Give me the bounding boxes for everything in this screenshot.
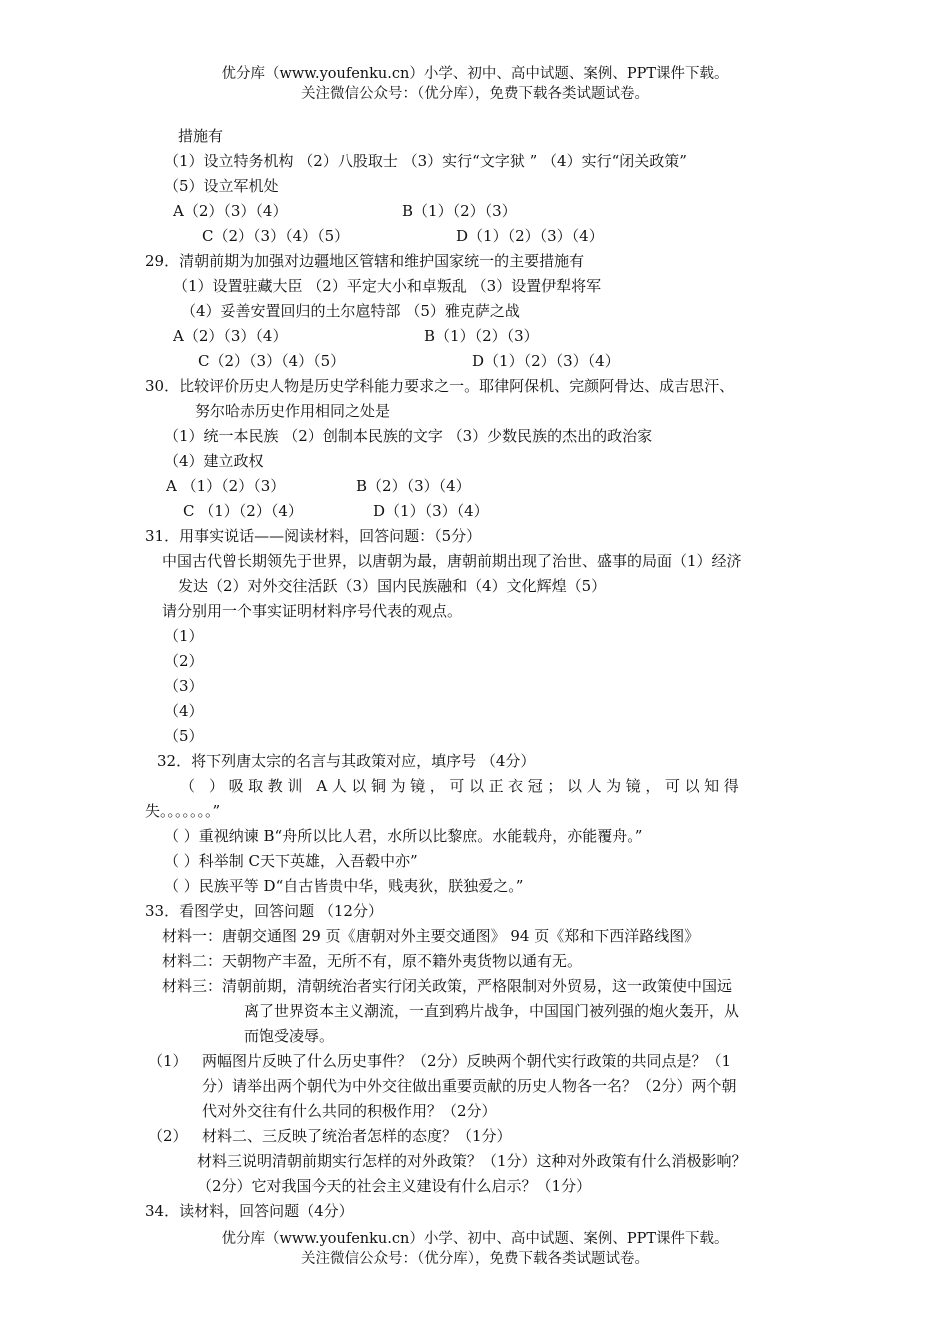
q31-answer-blank-5: （5） (164, 727, 204, 745)
q29-options-line-1: （1）设置驻藏大臣 （2）平定大小和卓叛乱 （3）设置伊犁将军 (173, 277, 602, 295)
q33-part-1-line-2: 分）请举出两个朝代为中外交往做出重要贡献的历史人物各一名？（2分）两个朝 (202, 1077, 737, 1095)
q31-material-line-1: 中国古代曾长期领先于世界，以唐朝为最，唐朝前期出现了治世、盛事的局面（1）经济 (162, 552, 742, 570)
q30-stem-line-1: 30．比较评价历史人物是历史学科能力要求之一。耶律阿保机、完颜阿骨达、成吉思汗、 (145, 377, 735, 395)
q31-instruction: 请分别用一个事实证明材料序号代表的观点。 (162, 602, 463, 620)
q33-part-2-line-3: （2分）它对我国今天的社会主义建设有什么启示？（1分） (197, 1177, 592, 1195)
q33-part-1-line-3: 代对外交往有什么共同的积极作用？（2分） (202, 1102, 497, 1120)
q33-part-2-line-1: 材料二、三反映了统治者怎样的态度？（1分） (202, 1127, 512, 1145)
page-footer (0, 1229, 950, 1269)
q31-stem: 31．用事实说话——阅读材料，回答问题：（5分） (145, 527, 482, 545)
q32-row-1-continued: 失。。。。。。。” (145, 802, 221, 820)
footer-line-1: 优分库（www.youfenku.cn）小学、初中、高中试题、案例、PPT课件下载。 (221, 1231, 729, 1247)
q28-options-line-2: （5）设立军机处 (164, 177, 279, 195)
q28-choice-b: B（1）（2）（3） (402, 202, 517, 220)
q29-choice-a: A（2）（3）（4） (173, 327, 288, 345)
header-line-2: 关注微信公众号：（优分库），免费下载各类试题试卷。 (301, 86, 649, 102)
q33-material-2: 材料二：天朝物产丰盈，无所不有，原不籍外夷货物以通有无。 (162, 952, 583, 970)
q32-row-3: （ ）科举制 C天下英雄，入吾毂中亦” (164, 852, 418, 870)
q30-choice-d: D（1）（3）（4） (373, 502, 489, 520)
q30-choice-b: B（2）（3）（4） (356, 477, 471, 495)
q30-choice-a: A （1）（2）（3） (166, 477, 286, 495)
q30-choice-c: C （1）（2）（4） (183, 502, 303, 520)
q32-row-1: （ ）吸取教训 A人以铜为镜，可以正衣冠；以人为镜，可以知得 (180, 777, 744, 795)
q29-options-line-2: （4）妥善安置回归的土尔扈特部 （5）雅克萨之战 (181, 302, 520, 320)
q29-choice-d: D（1）（2）（3）（4） (472, 352, 620, 370)
q31-material-line-2: 发达（2）对外交往活跃（3）国内民族融和（4）文化辉煌（5） (178, 577, 607, 595)
q29-choice-b: B（1）（2）（3） (424, 327, 539, 345)
q32-row-4: （ ）民族平等 D“自古皆贵中华，贱夷狄，朕独爱之。” (164, 877, 524, 895)
q30-options-line-1: （1）统一本民族 （2）创制本民族的文字 （3）少数民族的杰出的政治家 (164, 427, 653, 445)
page-header (0, 64, 950, 104)
q30-options-line-2: （4）建立政权 (164, 452, 264, 470)
q28-choice-c: C（2）（3）（4）（5） (202, 227, 350, 245)
q28-choice-a: A（2）（3）（4） (173, 202, 288, 220)
q30-stem-line-2: 努尔哈赤历史作用相同之处是 (195, 402, 391, 420)
q32-row-2: （ ）重视纳谏 B“舟所以比人君，水所以比黎庶。水能载舟，亦能覆舟。” (164, 827, 643, 845)
q29-choice-c: C（2）（3）（4）（5） (198, 352, 346, 370)
q28-choice-d: D（1）（2）（3）（4） (456, 227, 604, 245)
q29-stem: 29．清朝前期为加强对边疆地区管辖和维护国家统一的主要措施有 (145, 252, 585, 270)
q34-stem: 34．读材料，回答问题（4分） (145, 1202, 354, 1220)
q31-answer-blank-4: （4） (164, 702, 204, 720)
q33-material-3-line-1: 材料三：清朝前期，清朝统治者实行闭关政策，严格限制对外贸易，这一政策使中国远 (162, 977, 733, 995)
q33-material-1: 材料一：唐朝交通图 29 页《唐朝对外主要交通图》 94 页《郑和下西洋路线图》 (162, 927, 700, 945)
q28-stem-tail: 措施有 (178, 127, 224, 145)
q33-part-2-number: （2） (148, 1127, 188, 1145)
q33-part-1-number: （1） (148, 1052, 188, 1070)
q33-material-3-line-2: 离了世界资本主义潮流，一直到鸦片战争，中国国门被列强的炮火轰开，从 (244, 1002, 740, 1020)
q33-stem: 33．看图学史，回答问题 （12分） (145, 902, 383, 920)
header-line-1: 优分库（www.youfenku.cn）小学、初中、高中试题、案例、PPT课件下载。 (221, 66, 729, 82)
q31-answer-blank-3: （3） (164, 677, 204, 695)
q33-part-2-line-2: 材料三说明清朝前期实行怎样的对外政策？（1分）这种对外政策有什么消极影响？ (197, 1152, 747, 1170)
q32-stem: 32．将下列唐太宗的名言与其政策对应，填序号 （4分） (157, 752, 536, 770)
q28-options-line-1: （1）设立特务机构 （2）八股取士 （3）实行“文字狱 ” （4）实行“闭关政策” (164, 152, 687, 170)
q31-answer-blank-1: （1） (164, 627, 204, 645)
q33-material-3-line-3: 而饱受凌辱。 (244, 1027, 335, 1045)
q31-answer-blank-2: （2） (164, 652, 204, 670)
q33-part-1-line-1: 两幅图片反映了什么历史事件？（2分）反映两个朝代实行政策的共同点是？（1 (202, 1052, 732, 1070)
footer-line-2: 关注微信公众号：（优分库），免费下载各类试题试卷。 (301, 1251, 649, 1267)
